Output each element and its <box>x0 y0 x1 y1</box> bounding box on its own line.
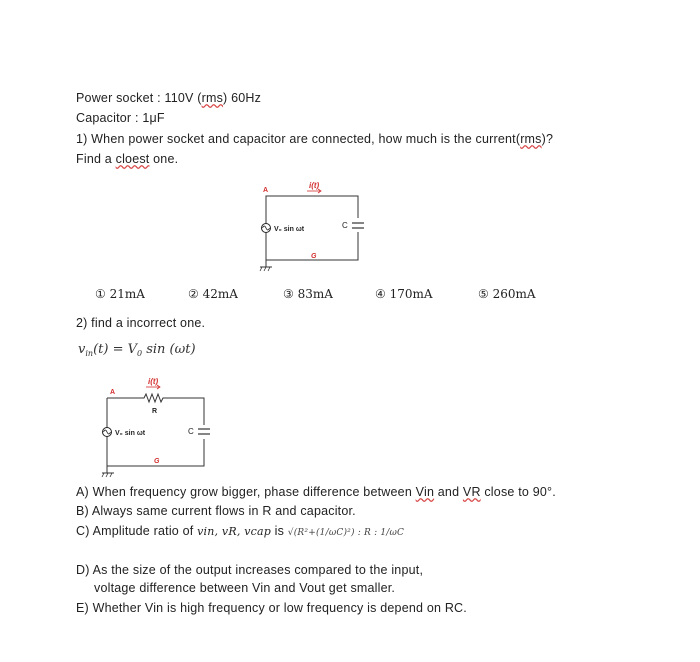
statement-b[interactable]: B) Always same current flows in R and capacitor. <box>76 504 356 518</box>
statement-c-part1: C) Amplitude ratio of <box>76 524 198 538</box>
statement-a-part2: and <box>434 485 463 499</box>
statement-a-vr: VR <box>462 485 481 499</box>
socket-freq: 60Hz <box>231 91 262 105</box>
eq-lhs: v <box>78 342 86 357</box>
option-1[interactable]: ① 21mA <box>95 287 145 301</box>
option-3[interactable]: ③ 83mA <box>283 287 333 301</box>
option-5[interactable]: ⑤ 260mA <box>478 287 536 301</box>
circuit2-node-a: A <box>110 389 116 396</box>
given-cap-line: Capacitor : 1μF <box>76 111 165 125</box>
q2-title: 2) find a incorrect one. <box>76 316 206 330</box>
statement-d-line2[interactable]: voltage difference between Vin and Vout get smaller. <box>94 581 396 595</box>
eq-v-sub: 0 <box>137 349 143 358</box>
statement-d-line1[interactable]: D) As the size of the output increases compared to the input, <box>76 563 424 577</box>
statement-c-formula: √(R²+(1/ωC)²) : R : 1/ωC <box>287 528 405 538</box>
circuit2-node-g: G <box>154 458 160 465</box>
socket-rms: rms <box>201 91 224 105</box>
option-2[interactable]: ② 42mA <box>188 287 238 301</box>
statement-a-part3: close to 90°. <box>480 485 556 499</box>
circuit1-source-label: V₀ sin ωt <box>274 226 305 233</box>
option-4[interactable]: ④ 170mA <box>375 287 433 301</box>
eq-mid: (t) = V <box>93 342 137 357</box>
circuit2-source-label: V₀ sin ωt <box>115 430 146 437</box>
circuit1-node-a: A <box>263 187 269 194</box>
given-socket-line: Power socket : 110V (rms) 60Hz <box>76 91 262 105</box>
circuit1-cap-label: C <box>342 221 348 230</box>
circuit-diagram-2 <box>100 372 215 480</box>
circuit-diagram-1 <box>255 178 370 278</box>
statement-e[interactable]: E) Whether Vin is high frequency or low frequency is depend on RC. <box>76 601 467 615</box>
q2-equation <box>78 342 196 358</box>
q1-text <box>76 132 553 146</box>
q1-cloest: cloest <box>115 152 150 166</box>
socket-label: Power socket <box>76 91 154 105</box>
circuit1-node-g: G <box>311 253 317 260</box>
statement-c-vars: vin, vR, vcap <box>197 525 271 538</box>
eq-lhs-sub: in <box>85 349 94 358</box>
q1-text-b: )? <box>541 132 554 146</box>
circuit2-cap-label: C <box>188 427 194 436</box>
socket-value: 110V <box>164 91 194 105</box>
q1-text-line2 <box>76 152 178 166</box>
circuit1-current-label: i(t) <box>309 181 320 190</box>
q1-text-a: 1) When power socket and capacitor are connected, how much is the current( <box>76 132 521 146</box>
circuit2-current-label: i(t) <box>148 377 159 386</box>
statement-c[interactable] <box>76 524 404 538</box>
q1-line2-a: Find a <box>76 152 116 166</box>
cap-label: Capacitor <box>76 111 132 125</box>
cap-value: 1μF <box>142 111 165 125</box>
circuit2-resistor-label: R <box>152 408 158 415</box>
statement-c-part2: is <box>271 524 288 538</box>
eq-rhs: sin (ωt) <box>142 342 196 357</box>
statement-a[interactable] <box>76 485 556 499</box>
q1-rms: rms <box>520 132 542 146</box>
statement-a-vin: Vin <box>415 485 435 499</box>
q1-line2-b: one. <box>149 152 179 166</box>
statement-a-part1: A) When frequency grow bigger, phase difference between <box>76 485 416 499</box>
